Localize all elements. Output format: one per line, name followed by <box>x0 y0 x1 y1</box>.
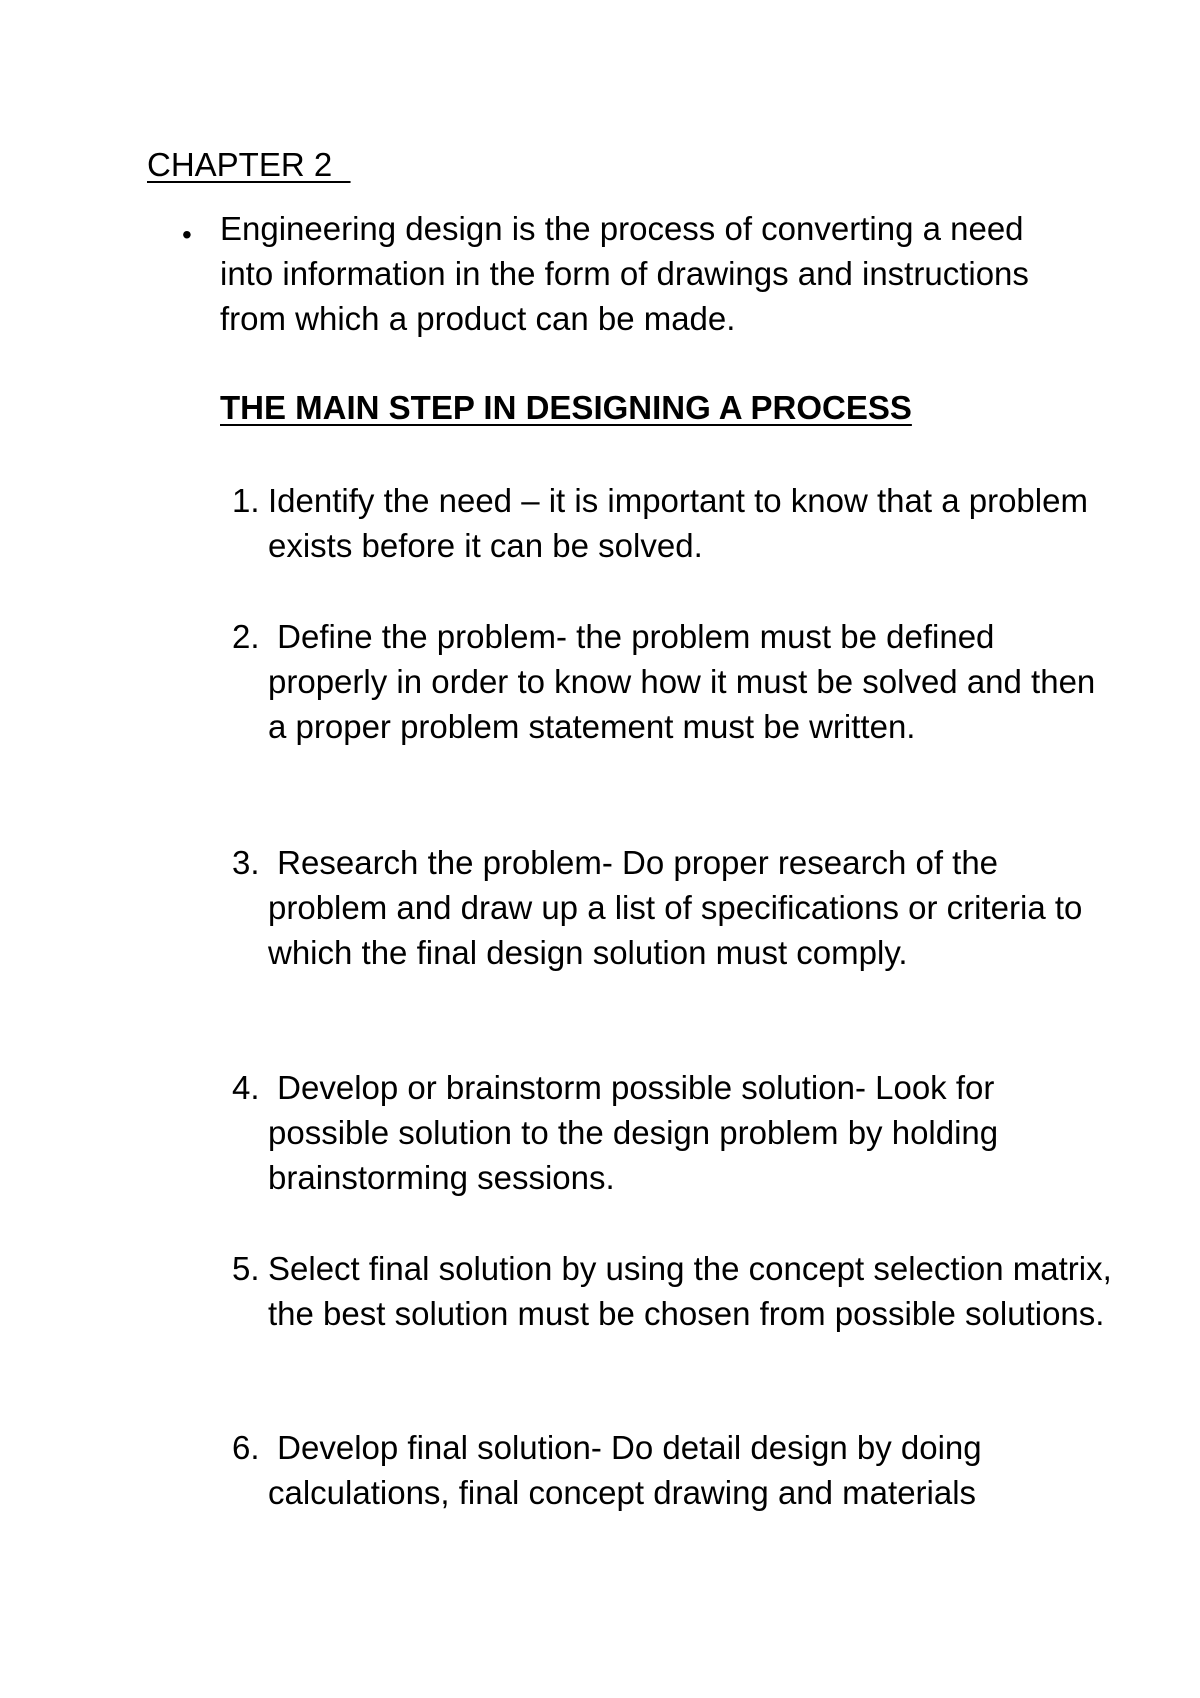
step-item <box>232 840 1112 975</box>
chapter-title: CHAPTER 2 <box>147 146 351 183</box>
step-number: 5. <box>232 1250 260 1287</box>
step-number: 6. <box>232 1429 260 1466</box>
step-text: Define the problem- the problem must be defined properly in order to know how it must be solved and then a proper problem statement must be written. <box>268 618 1105 745</box>
step-item <box>232 1246 1121 1336</box>
step-text: Identify the need – it is important to know that a problem exists before it can be solved. <box>268 482 1098 564</box>
intro-paragraph: Engineering design is the process of converting a need into information in the form of drawings and instructions from which a product can be made. <box>220 210 1029 337</box>
bullet-icon: • <box>182 219 192 250</box>
step-number: 2. <box>232 618 260 655</box>
step-item <box>232 478 1112 568</box>
step-text: Develop final solution- Do detail design by doing calculations, final concept drawing and materials <box>268 1429 991 1511</box>
section-heading: THE MAIN STEP IN DESIGNING A PROCESS <box>220 389 912 426</box>
step-text: Research the problem- Do proper research of the problem and draw up a list of specifications or criteria to which the final design solution must comply. <box>268 844 1092 971</box>
step-text: Select final solution by using the concept selection matrix, the best solution must be chosen from possible solutions. <box>268 1250 1121 1332</box>
step-item <box>232 614 1112 749</box>
step-number: 3. <box>232 844 260 881</box>
step-number: 1. <box>232 482 260 519</box>
step-text: Develop or brainstorm possible solution- Look for possible solution to the design problem by holding brainstorming sessions. <box>268 1069 1008 1196</box>
step-item <box>232 1065 1112 1200</box>
step-item <box>232 1425 1112 1515</box>
step-number: 4. <box>232 1069 260 1106</box>
